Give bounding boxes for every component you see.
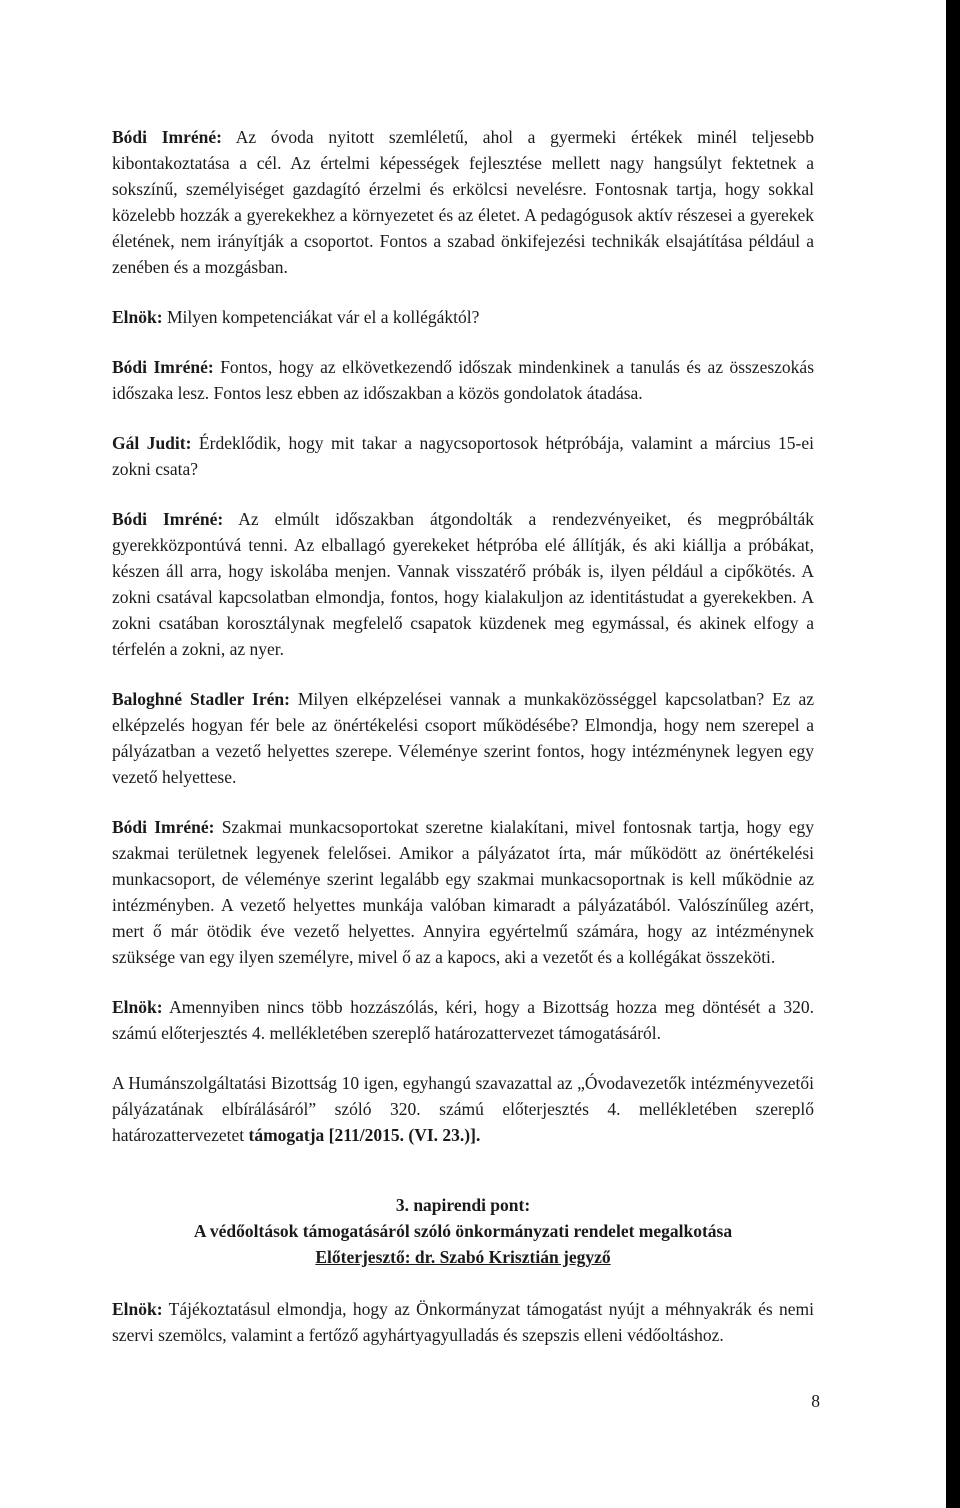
page-number: 8 xyxy=(811,1391,820,1411)
speaker-name: Bódi Imréné: xyxy=(112,509,224,529)
paragraph-8 xyxy=(112,994,814,1046)
paragraph-text: Milyen kompetenciákat vár el a kollégáktól? xyxy=(166,307,480,327)
paragraph-text: Érdeklődik, hogy mit takar a nagycsoportosok hétpróbája, valamint a március 15-ei zokni csata? xyxy=(112,433,815,479)
paragraph-2 xyxy=(112,304,814,330)
paragraph-text: Amennyiben nincs több hozzászólás, kéri, hogy a Bizottság hozza meg döntését a 320. számú előterjesztés 4. mellékletében szereplő határozattervezet támogatásáról. xyxy=(112,997,814,1043)
paragraph-text: Fontos, hogy az elkövetkezendő időszak mindenkinek a tanulás és az összeszokás időszaka lesz. Fontos lesz ebben az időszakban a közös gondolatok átadása. xyxy=(112,357,814,403)
paragraph-text: Milyen elképzelései vannak a munkaközösséggel kapcsolatban? Ez az elképzelés hogyan fér bele az önértékelési csoport működésébe? Elmondja, hogy nem szerepel a pályázatban a vezető helyettes szerepe. Véleménye szerint fontos, hogy intézménynek legyen egy vezető helyettese. xyxy=(112,689,815,787)
agenda-presenter: Előterjesztő: dr. Szabó Krisztián jegyző xyxy=(315,1247,611,1267)
resolution-paragraph xyxy=(112,1070,814,1148)
resolution-number: támogatja [211/2015. (VI. 23.)]. xyxy=(248,1125,481,1145)
agenda-number: 3. napirendi pont: xyxy=(395,1195,531,1215)
scan-edge xyxy=(946,0,960,1508)
speaker-name: Elnök: xyxy=(112,1299,163,1319)
agenda-heading xyxy=(112,1192,814,1270)
paragraph-text: Az elmúlt időszakban átgondolták a rendezvényeiket, és megpróbálták gyerekközpontúvá tenni. Az elballagó gyerekeket hétpróba elé állítják, és aki kiállja a próbákat, készen áll arra, hogy iskolába menjen. Vannak visszatérő próbák is, ilyen például a cipőkötés. A zokni csatával kapcsolatban elmondja, fontos, hogy kialakuljon az identitástudat a gyerekekben. A zokni csatában korosztálynak megfelelő csapatok küzdenek meg egymással, és akinek elfogy a térfelén a zokni, az nyer. xyxy=(112,509,814,659)
paragraph-6 xyxy=(112,686,814,790)
speaker-name: Gál Judit: xyxy=(112,433,192,453)
paragraph-1 xyxy=(112,124,814,280)
paragraph-text: Tájékoztatásul elmondja, hogy az Önkormányzat támogatást nyújt a méhnyakrák és nemi szervi szemölcs, valamint a fertőző agyhártyagyulladás és szepszis elleni védőoltáshoz. xyxy=(112,1299,815,1345)
speaker-name: Bódi Imréné: xyxy=(112,127,223,147)
speaker-name: Bódi Imréné: xyxy=(112,817,215,837)
speaker-name: Elnök: xyxy=(112,997,163,1017)
paragraph-text: Szakmai munkacsoportokat szeretne kialakítani, mivel fontosnak tartja, hogy egy szakmai területnek legyenek felelősei. Amikor a pályázatot írta, már működött az önértékelési munkacsoport, de véleménye szerint legalább egy szakmai munkacsoportnak is kell működnie az intézményben. A vezető helyettes munkája valóban kimaradt a pályázatából. Valószínűleg azért, mert ő már ötödik éve vezető helyettes. Annyira egyértelmű számára, hogy az intézménynek szüksége van egy ilyen személyre, mivel ő az a kapocs, aki a vezetőt és a kollégákat összeköti. xyxy=(112,817,814,967)
paragraph-3 xyxy=(112,354,814,406)
paragraph-5 xyxy=(112,506,814,662)
speaker-name: Elnök: xyxy=(112,307,163,327)
agenda-title: A védőoltások támogatásáról szóló önkormányzati rendelet megalkotása xyxy=(193,1221,733,1241)
closing-paragraph xyxy=(112,1296,814,1348)
speaker-name: Baloghné Stadler Irén: xyxy=(112,689,290,709)
document-body xyxy=(112,124,814,1372)
resolution-text: A Humánszolgáltatási Bizottság 10 igen, egyhangú szavazattal az „Óvodavezetők intézményvezetői pályázatának elbírálásáról” szóló 320. számú előterjesztés 4. mellékletében szereplő határozattervezetet xyxy=(112,1073,814,1145)
paragraph-4 xyxy=(112,430,814,482)
paragraph-7 xyxy=(112,814,814,970)
speaker-name: Bódi Imréné: xyxy=(112,357,214,377)
paragraph-text: Az óvoda nyitott szemléletű, ahol a gyermeki értékek minél teljesebb kibontakoztatása a cél. Az értelmi képességek fejlesztése mellett nagy hangsúlyt fektetnek a sokszínű, személyiséget gazdagító érzelmi és erkölcsi nevelésre. Fontosnak tartja, hogy sokkal közelebb hozzák a gyerekekhez a környezetet és az életet. A pedagógusok aktív részesei a gyerekek életének, nem irányítják a csoportot. Fontos a szabad önkifejezési technikák elsajátítása például a zenében és a mozgásban. xyxy=(112,127,814,277)
